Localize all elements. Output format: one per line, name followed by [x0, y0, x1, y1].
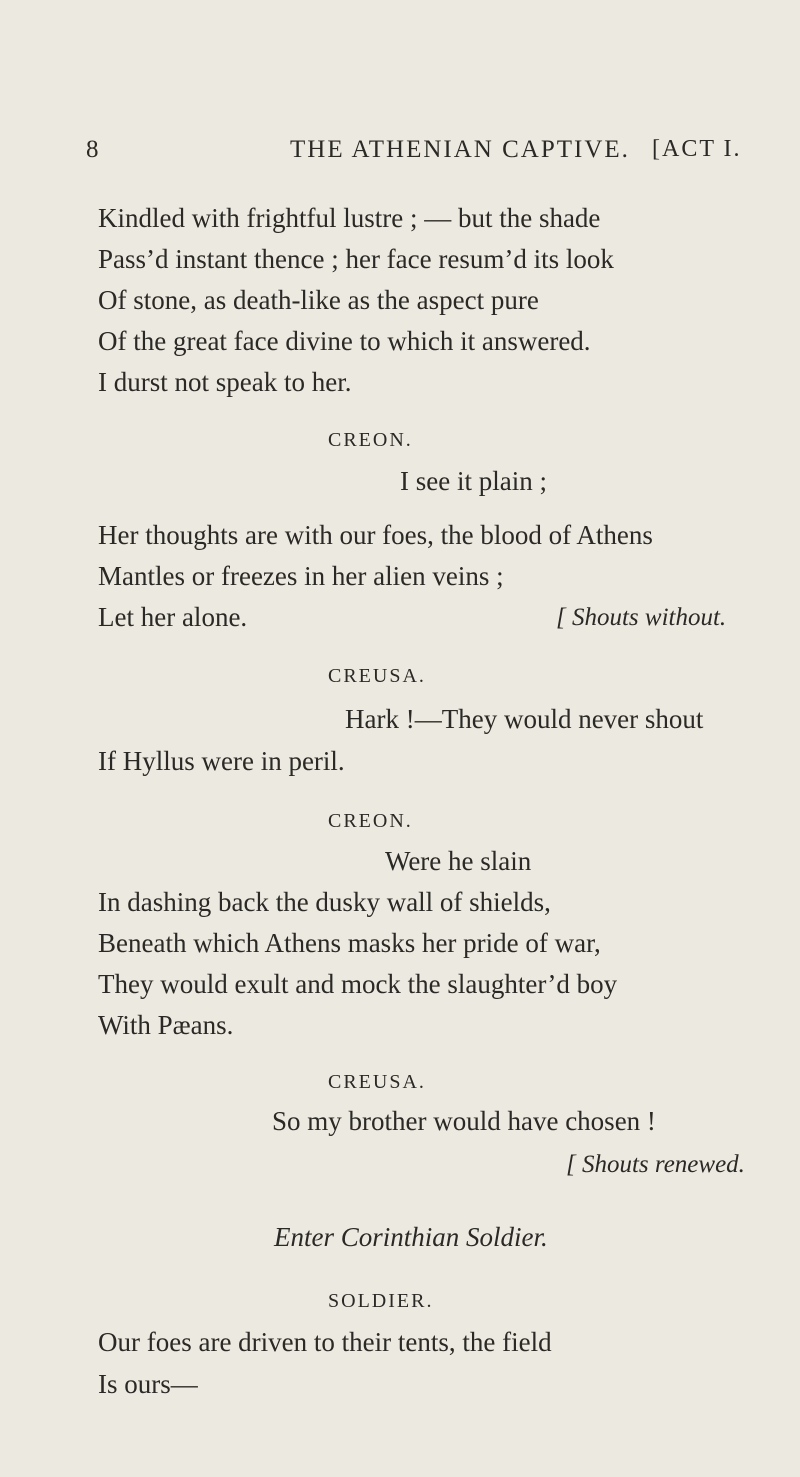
verse-line: Mantles or freezes in her alien veins ;	[98, 561, 504, 591]
verse-line: With Pæans.	[98, 1010, 234, 1040]
verse-line: If Hyllus were in peril.	[98, 746, 345, 776]
verse-line: Pass’d instant thence ; her face resum’d its look	[98, 244, 614, 274]
running-title: THE ATHENIAN CAPTIVE.	[290, 136, 630, 163]
speaker-name: CREON.	[328, 810, 413, 832]
verse-line: They would exult and mock the slaughter’d boy	[98, 969, 618, 999]
verse-line: Kindled with frightful lustre ; — but the shade	[98, 203, 601, 233]
stage-direction: Enter Corinthian Soldier.	[274, 1222, 548, 1252]
verse-line: Of the great face divine to which it answered.	[98, 326, 591, 356]
verse-line: In dashing back the dusky wall of shields,	[98, 887, 551, 917]
verse-line: Were he slain	[385, 846, 532, 876]
speaker-name: SOLDIER.	[328, 1290, 434, 1312]
verse-line: Hark !—They would never shout	[345, 704, 704, 734]
speaker-name: CREUSA.	[328, 665, 426, 687]
verse-line: Her thoughts are with our foes, the blood of Athens	[98, 520, 653, 550]
verse-line: Our foes are driven to their tents, the field	[98, 1327, 552, 1357]
act-marker: [ACT I.	[652, 136, 742, 162]
page-header	[0, 136, 800, 176]
speaker-name: CREUSA.	[328, 1071, 426, 1093]
verse-line: Let her alone.	[98, 602, 248, 632]
stage-direction: [ Shouts without.	[556, 604, 727, 631]
verse-line: So my brother would have chosen !	[272, 1106, 656, 1136]
verse-line: I see it plain ;	[400, 466, 547, 496]
stage-direction: [ Shouts renewed.	[566, 1151, 745, 1178]
verse-line: I durst not speak to her.	[98, 367, 352, 397]
verse-line: Beneath which Athens masks her pride of war,	[98, 928, 601, 958]
verse-line: Is ours—	[98, 1369, 198, 1399]
speaker-name: CREON.	[328, 429, 413, 451]
page-number: 8	[86, 136, 100, 163]
verse-line: Of stone, as death-like as the aspect pure	[98, 285, 539, 315]
